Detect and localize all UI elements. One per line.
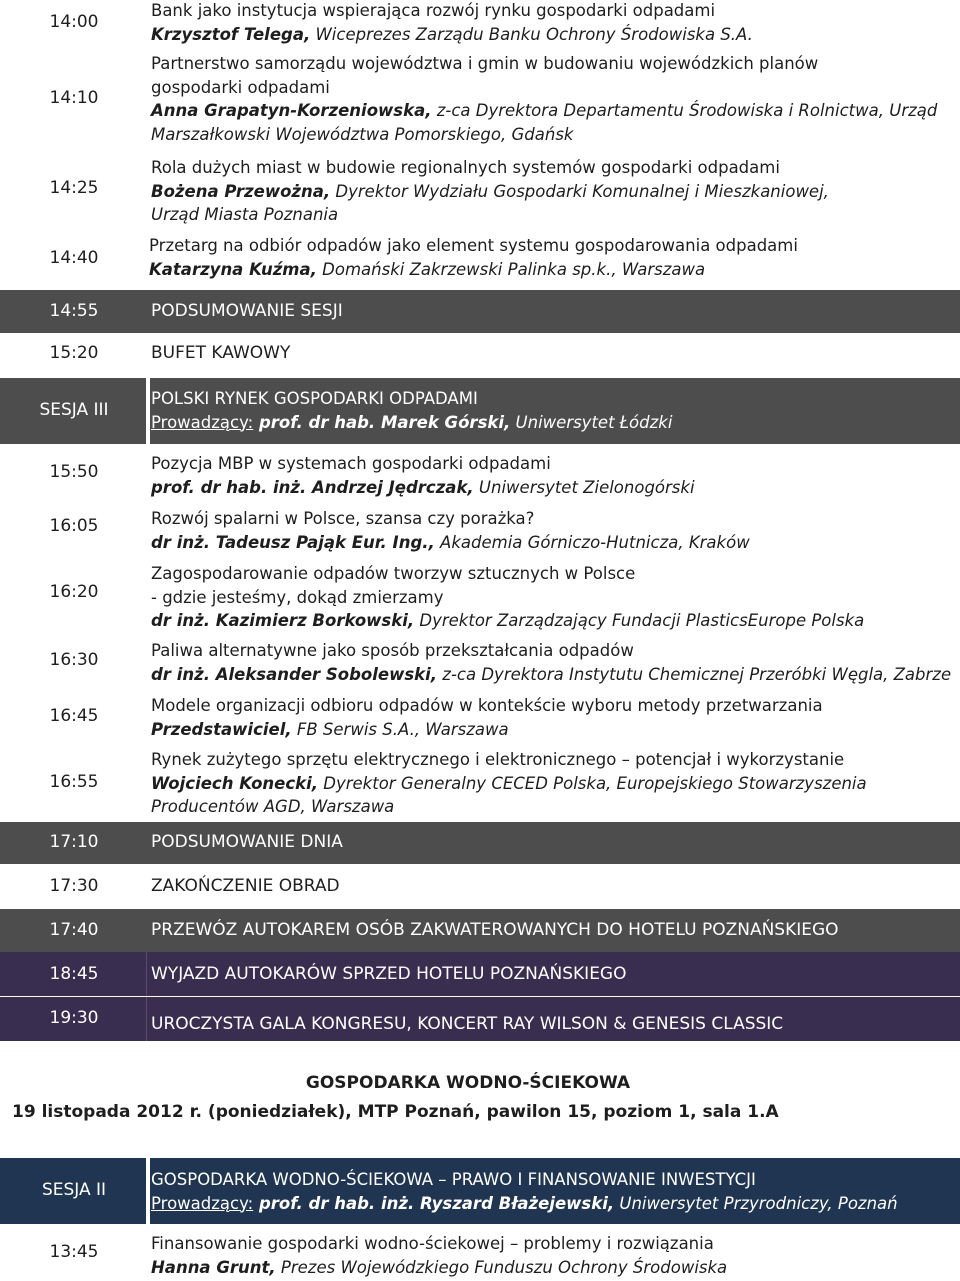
talk-speaker: Anna Grapatyn-Korzeniowska, z-ca Dyrektora Departamentu Środowiska i Rolnictwa, Urząd <box>151 101 938 120</box>
session-content <box>151 387 956 434</box>
talk-content <box>151 748 956 819</box>
talk-row <box>0 50 960 152</box>
talk-title: Paliwa alternatywne jako sposób przekształcania odpadów <box>151 641 634 660</box>
talk-time: 16:55 <box>49 772 99 792</box>
talk-speaker-cont: Producentów AGD, Warszawa <box>151 797 395 816</box>
band-label: BUFET KAWOWY <box>151 343 291 363</box>
talk-content <box>151 52 956 146</box>
talk-content <box>151 639 956 686</box>
session-content <box>151 1168 956 1215</box>
session-chair: Prowadzący: prof. dr hab. inż. Ryszard Błażejewski, Uniwersytet Przyrodniczy, Poznań <box>151 1193 898 1213</box>
talk-time: 16:20 <box>49 582 99 602</box>
talk-row <box>0 504 960 560</box>
talk-title-cont: - gdzie jesteśmy, dokąd zmierzamy <box>151 587 444 607</box>
talk-speaker: Krzysztof Telega, Wiceprezes Zarządu Banku Ochrony Środowiska S.A. <box>151 24 753 44</box>
talk-title-cont: gospodarki odpadami <box>151 77 330 97</box>
session-label: SESJA II <box>41 1180 107 1200</box>
talk-content <box>149 234 956 281</box>
talk-time: 16:05 <box>49 516 99 536</box>
band-time: 15:20 <box>49 343 99 363</box>
talk-speaker: Katarzyna Kuźma, Domański Zakrzewski Palinka sp.k., Warszawa <box>149 259 706 279</box>
talk-content <box>151 507 956 554</box>
talk-title: Bank jako instytucja wspierająca rozwój rynku gospodarki odpadami <box>151 1 716 20</box>
band-time: 19:30 <box>49 1008 99 1028</box>
band-time: 17:40 <box>49 920 99 940</box>
talk-time: 15:50 <box>49 462 99 482</box>
talk-time: 14:40 <box>49 248 99 268</box>
talk-time: 13:45 <box>49 1242 99 1262</box>
talk-row <box>0 560 960 638</box>
band-label: WYJAZD AUTOKARÓW SPRZED HOTELU POZNAŃSKIEGO <box>151 964 627 984</box>
talk-speaker-cont: Marszałkowski Województwa Pomorskiego, Gdańsk <box>151 124 574 144</box>
talk-speaker: prof. dr hab. inż. Andrzej Jędrczak, Uniwersytet Zielonogórski <box>151 477 695 497</box>
talk-row <box>0 0 960 50</box>
talk-title: Zagospodarowanie odpadów tworzyw sztucznych w Polsce <box>151 564 636 583</box>
talk-speaker: dr inż. Tadeusz Pająk Eur. Ing., Akademia Górniczo-Hutnicza, Kraków <box>151 532 750 552</box>
talk-speaker: Przedstawiciel, FB Serwis S.A., Warszawa <box>151 719 509 739</box>
talk-content <box>151 452 956 499</box>
talk-content <box>151 0 956 46</box>
talk-title: Rynek zużytego sprzętu elektrycznego i elektronicznego – potencjał i wykorzystanie <box>151 750 845 769</box>
talk-time: 16:30 <box>49 650 99 670</box>
session-2-header <box>0 1158 960 1224</box>
talk-title: Finansowanie gospodarki wodno-ściekowej – problemy i rozwiązania <box>151 1234 714 1253</box>
band-time: 17:10 <box>49 832 99 852</box>
band-label: PODSUMOWANIE SESJI <box>151 301 343 321</box>
talk-row <box>0 1224 960 1281</box>
talk-speaker: Bożena Przewożna, Dyrektor Wydziału Gospodarki Komunalnej i Mieszkaniowej, <box>151 181 829 201</box>
talk-title: Partnerstwo samorządu województwa i gmin w budowaniu wojewódzkich planów <box>151 54 819 73</box>
talk-title: Pozycja MBP w systemach gospodarki odpadami <box>151 454 551 473</box>
closing-row <box>0 864 960 909</box>
summary-day-band <box>0 822 960 864</box>
departure-band <box>0 952 960 996</box>
talk-time: 14:00 <box>49 12 99 32</box>
band-time: 17:30 <box>49 876 99 896</box>
talk-title: Modele organizacji odbioru odpadów w kontekście wyboru metody przetwarzania <box>151 696 823 715</box>
talk-content <box>151 1232 956 1279</box>
talk-row <box>0 638 960 692</box>
talk-time: 14:10 <box>49 88 99 108</box>
band-time: 18:45 <box>49 964 99 984</box>
session-chair: Prowadzący: prof. dr hab. Marek Górski, Uniwersytet Łódzki <box>151 412 673 432</box>
session-3-header <box>0 378 960 444</box>
band-label: PODSUMOWANIE DNIA <box>151 832 343 852</box>
coffee-break-row <box>0 333 960 378</box>
talk-row <box>0 444 960 504</box>
band-label: ZAKOŃCZENIE OBRAD <box>151 876 340 896</box>
band-label: PRZEWÓZ AUTOKAREM OSÓB ZAKWATEROWANYCH DO HOTELU POZNAŃSKIEGO <box>151 920 839 940</box>
band-time: 14:55 <box>49 301 99 321</box>
talk-title: Rola dużych miast w budowie regionalnych systemów gospodarki odpadami <box>151 158 780 177</box>
gala-band <box>0 997 960 1041</box>
talk-title: Przetarg na odbiór odpadów jako element systemu gospodarowania odpadami <box>149 236 798 255</box>
talk-content <box>151 694 956 741</box>
summary-session-band <box>0 290 960 333</box>
talk-row <box>0 748 960 822</box>
section-date-line: 19 listopada 2012 r. (poniedziałek), MTP Poznań, pawilon 15, poziom 1, sala 1.A <box>12 1102 779 1122</box>
band-label: UROCZYSTA GALA KONGRESU, KONCERT RAY WILSON & GENESIS CLASSIC <box>151 1014 784 1034</box>
section-heading: GOSPODARKA WODNO-ŚCIEKOWA <box>305 1073 631 1093</box>
talk-speaker-cont: Urząd Miasta Poznania <box>151 205 339 224</box>
talk-speaker: Wojciech Konecki, Dyrektor Generalny CECED Polska, Europejskiego Stowarzyszenia <box>151 773 867 793</box>
talk-time: 14:25 <box>49 178 99 198</box>
talk-speaker: Hanna Grunt, Prezes Wojewódzkiego Funduszu Ochrony Środowiska <box>151 1257 728 1277</box>
talk-row <box>0 692 960 748</box>
talk-time: 16:45 <box>49 706 99 726</box>
talk-row <box>0 232 960 290</box>
talk-speaker: dr inż. Kazimierz Borkowski, Dyrektor Zarządzający Fundacji PlasticsEurope Polska <box>151 611 865 630</box>
transfer-band <box>0 909 960 952</box>
talk-content <box>151 562 956 633</box>
session-title: GOSPODARKA WODNO-ŚCIEKOWA – PRAWO I FINANSOWANIE INWESTYCJI <box>151 1170 756 1189</box>
talk-content <box>151 156 956 227</box>
session-label: SESJA III <box>39 400 109 420</box>
session-title: POLSKI RYNEK GOSPODARKI ODPADAMI <box>151 389 478 408</box>
talk-speaker: dr inż. Aleksander Sobolewski, z-ca Dyrektora Instytutu Chemicznej Przeróbki Węgla, Zabrze <box>151 664 952 684</box>
talk-row <box>0 152 960 232</box>
talk-title: Rozwój spalarni w Polsce, szansa czy porażka? <box>151 509 535 528</box>
